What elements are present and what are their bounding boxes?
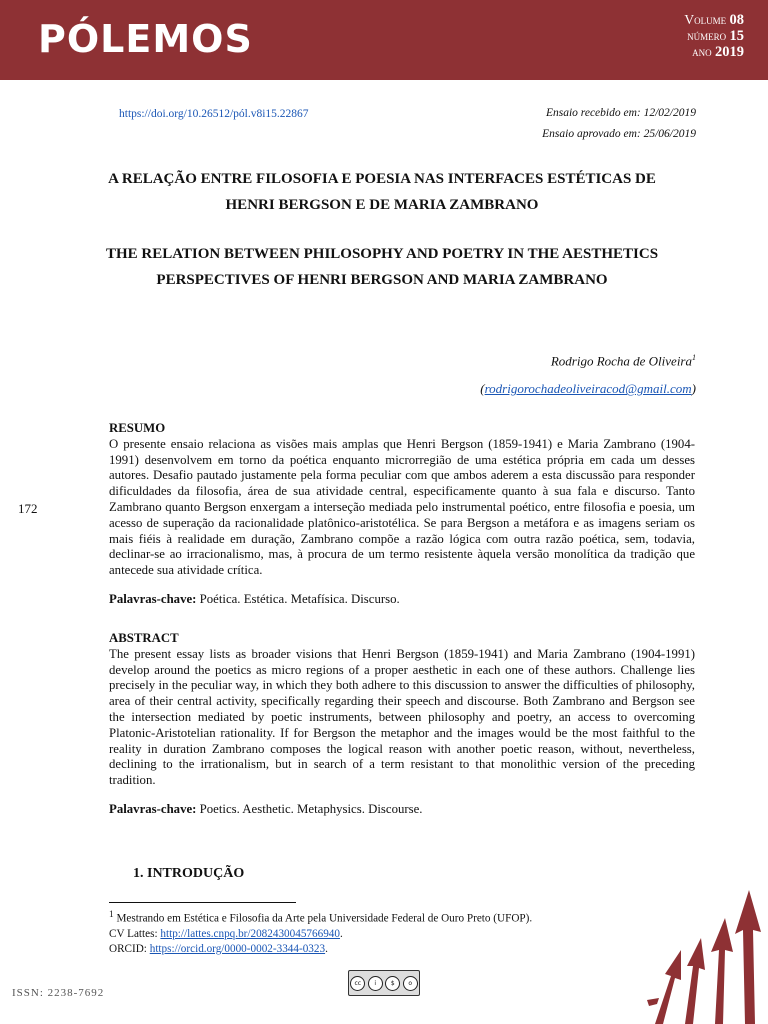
author-email[interactable]: rodrigorochadeoliveiracod@gmail.com <box>484 381 692 397</box>
journal-header <box>0 0 768 80</box>
received-date: Ensaio recebido em: 12/02/2019 <box>545 107 696 119</box>
doi-link[interactable]: https://doi.org/10.26512/pól.v8i15.22867 <box>119 108 309 120</box>
volume-info: Volume 08 número 15 ano 2019 <box>684 12 744 60</box>
orcid-link[interactable]: https://orcid.org/0000-0002-3344-0323 <box>149 942 326 955</box>
submission-dates <box>542 103 696 145</box>
page-number: 172 <box>18 501 38 516</box>
abstract <box>109 631 695 789</box>
abstract-text: The present essay lists as broader visions that Henri Bergson (1859-1941) and Maria Zambrano (1904-1991) develop around the poetics as micro regions of a proper aesthetic in each one of these authors. Challenge lies precisely in the peculiar way, in which they both adhere to this discussion to answer the difficulties of philosophy, area of their central activity, specifically regarding their speech and discourse. Both Zambrano and Bergson see the intersection mediated by poetic instruments, between philosophy and poetry, an access to overcoming Platonic-Aristotelian rationality. If for Bergson the metaphor and the images would be the most faithful to the reality in duration Zambrano composes the logical reason with another poetic reason, without, nevertheless, declining to the irrationalism, but in search of a term resistant to that monolithic version of the preceding tradition. <box>109 646 695 788</box>
issn: ISSN: 2238-7692 <box>12 987 105 999</box>
author-name: Rodrigo Rocha de Oliveira <box>550 353 692 369</box>
abstract-keywords: Palavras-chave: Poetics. Aesthetic. Metaphysics. Discourse. <box>109 802 423 816</box>
creative-commons-icon: cc i $ o <box>348 970 420 996</box>
resumo-keywords: Palavras-chave: Poética. Estética. Metafísica. Discurso. <box>109 592 400 606</box>
resumo-heading: RESUMO <box>109 421 166 435</box>
title-portuguese: A RELAÇÃO ENTRE FILOSOFIA E POESIA NAS INTERFACES ESTÉTICAS DE HENRI BERGSON E DE MARIA ZAMBRANO <box>108 171 656 213</box>
title-english: THE RELATION BETWEEN PHILOSOPHY AND POETRY IN THE AESTHETICS PERSPECTIVES OF HENRI BERGSON AND MARIA ZAMBRANO <box>105 246 659 288</box>
approved-date: Ensaio aprovado em: 25/06/2019 <box>542 128 696 140</box>
decorative-arrows-icon <box>645 880 768 1024</box>
lattes-link[interactable]: http://lattes.cnpq.br/2082430045766940 <box>160 927 340 940</box>
resumo <box>109 421 695 579</box>
abstract-heading: ABSTRACT <box>109 631 179 645</box>
resumo-text: O presente ensaio relaciona as visões mais amplas que Henri Bergson (1859-1941) e Maria Zambrano (1904-1991) desenvolvem em torno da poética enquanto microrregião de uma estética própria em cada um desses autores. Desafio pautado justamente pela forma peculiar com que ambos aderem a esta discussão para responder dificuldades da filosofia, área de sua atividade central, especificamente quanto à sua fala e discurso. Tanto Zambrano quanto Bergson enxergam a interseção mediada pelo instrumental poético, entre filosofia e poesia, um acesso de superação da racionalidade platônico-aristotélica. Se para Bergson a metáfora e as imagens seriam os mais fiéis à realidade em duração, Zambrano compõe a razão lógica com outra razão poética, sem, todavia, declinar-se ao irracionalismo, mas, à procura de um termo resistente àquela versão monolítica da tradição que antecede sua atividade crítica. <box>109 436 695 578</box>
section-heading: 1. INTRODUÇÃO <box>133 866 245 881</box>
footnote-divider <box>109 902 296 903</box>
footnote: $^1$ Mestrando em Estética e Filosofia da Arte pela Universidade Federal de Ouro Preto (UFOP). CV Lattes: http://lattes.cnpq.br/2082430045766940. ORCID: https://orcid.org/0000-0002-3344-0323. <box>109 910 533 955</box>
author-block: Rodrigo Rocha de Oliveira$^1$ (rodrigorochadeoliveiracod@gmail.com) <box>480 353 696 397</box>
journal-logo: PÓLEMOS <box>38 17 253 61</box>
